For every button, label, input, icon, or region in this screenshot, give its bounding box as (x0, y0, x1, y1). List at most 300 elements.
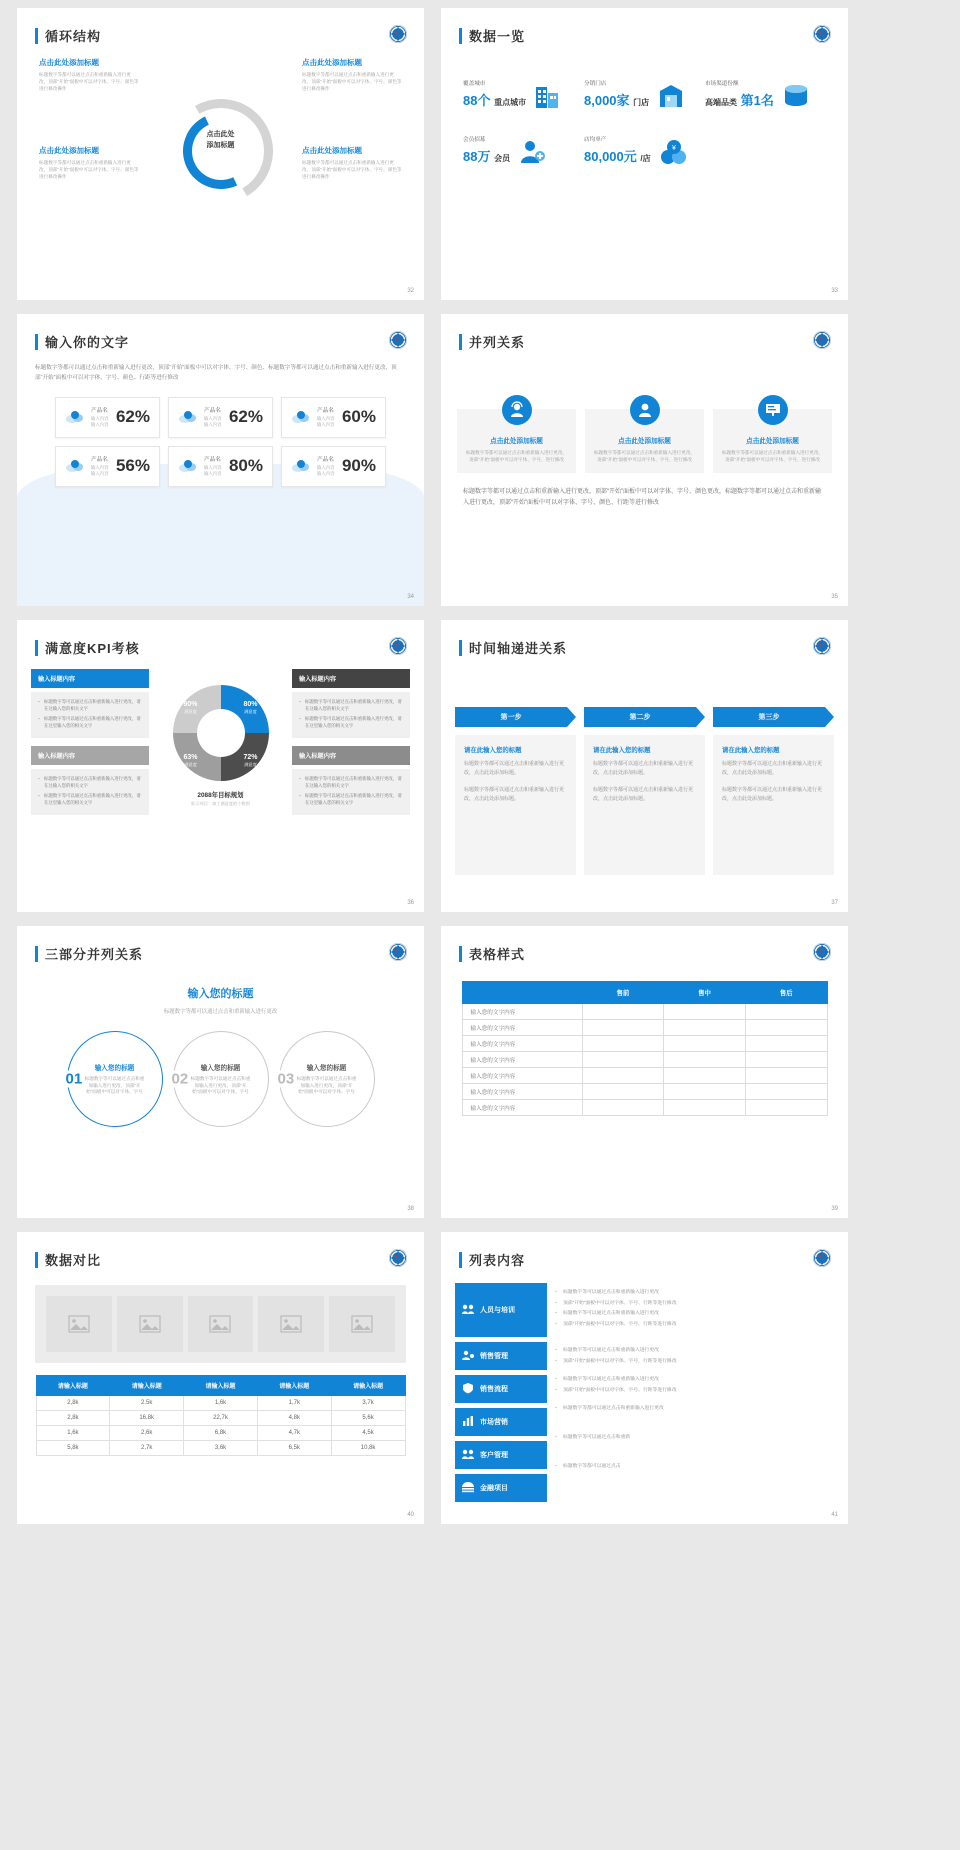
cycle-center-line1: 点击此处 (206, 131, 235, 138)
table-header-cell: 售后 (745, 982, 827, 1004)
comparison-table (36, 1375, 406, 1456)
slide-cycle-structure (17, 8, 424, 300)
donut-value: 72% (243, 753, 258, 761)
step-body (455, 735, 576, 875)
page-number: 34 (407, 594, 414, 600)
table-cell (745, 1100, 827, 1116)
finance-icon (461, 1481, 475, 1495)
title-accent-bar (459, 1252, 462, 1268)
table-cell-label: 输入您的文字内容 (462, 1084, 582, 1100)
table-cell (664, 1020, 746, 1036)
page-title: 输入你的文字 (45, 335, 130, 350)
table-cell: 22,7k (184, 1411, 258, 1426)
user-icon (630, 395, 660, 425)
table-cell (582, 1036, 664, 1052)
kpi-box-body (292, 692, 410, 738)
table-header-row (462, 982, 827, 1004)
slide-header (17, 8, 424, 45)
product-name: 产品名 (91, 457, 108, 464)
list-line: ▪ 标题数字等都可以通过点击和重新输入进行更改 (555, 1405, 834, 1413)
list-text-column (555, 1283, 834, 1507)
percent-value: 62% (115, 407, 150, 427)
kpi-box-line: ▪ 标题数字等可以通过点击和重新输入进行更改，请在这里输入您的相关文字 (299, 715, 403, 729)
slide-header (17, 926, 424, 963)
percent-card-text (91, 406, 110, 428)
slide-parallel-relation (441, 314, 848, 606)
step-title: 请在此输入您的标题 (464, 747, 522, 754)
table-cell-label: 输入您的文字内容 (462, 1052, 582, 1068)
step-paragraph: 标题数字等都可以通过点击和重新输入进行更改，点击此处添加标题。 (722, 761, 823, 776)
circle-body: 标题数字等可以通过点击和重加输入进行更改，顶部“开始”面板中可以对字体、字号 (84, 1075, 145, 1095)
list-line: ▪ 顶部“开始”面板中可以对字体、字号、行距等进行修改 (555, 1387, 834, 1395)
slide-header (441, 620, 848, 657)
page-number: 38 (407, 1206, 414, 1212)
list-item-label: 客户管理 (480, 1452, 508, 1459)
product-sub: 输入内容 输入内容 (91, 416, 109, 428)
table-cell-label: 输入您的文字内容 (462, 1020, 582, 1036)
donut-title: 2088年目标规划 (197, 792, 244, 799)
table-cell: 1,7k (257, 1396, 331, 1411)
table-cell: 2,8k (36, 1396, 110, 1411)
slide-header (17, 620, 424, 657)
cloud-icon (291, 458, 311, 474)
table-cell-label: 输入您的文字内容 (462, 1004, 582, 1020)
table-cell: 2.5k (110, 1396, 184, 1411)
kpi-box-list (38, 698, 142, 729)
table-cell: 5,6k (331, 1411, 405, 1426)
slide-table-style (441, 926, 848, 1218)
donut-caption: 满意度 (244, 761, 257, 767)
product-name: 产品名 (204, 408, 221, 415)
list-line: ▪ 顶部“开始”面板中可以对字体、字号、行距等进行修改 (555, 1300, 834, 1308)
brand-logo-icon (389, 943, 407, 961)
parallel-card (457, 409, 576, 473)
percent-value: 90% (341, 456, 376, 476)
kpi-item (463, 79, 584, 109)
cycle-center-label (189, 129, 253, 151)
slide-header (441, 1232, 848, 1269)
table-row (36, 1396, 405, 1411)
cloud-icon (65, 458, 85, 474)
kpi-text (705, 79, 774, 109)
kpi-box-line: ▪ 标题数字等可以通过点击和重新输入进行更改，请在这输入您的相关文字 (38, 775, 142, 789)
kpi-value (463, 90, 526, 109)
slide-header (17, 1232, 424, 1269)
percent-card-text (204, 406, 223, 428)
kpi-caption: 市场渠道份额 (705, 81, 739, 87)
sub-title: 标题数字等都可以通过点击和重新输入进行更改 (163, 1009, 278, 1015)
donut-caption: 满意度 (184, 761, 197, 767)
donut-value: 80% (243, 701, 258, 708)
table-cell (745, 1068, 827, 1084)
percent-value: 56% (115, 456, 150, 476)
table-cell (582, 1052, 664, 1068)
percent-card-text (91, 455, 110, 477)
table-cell: 2,6k (110, 1426, 184, 1441)
page-number: 36 (407, 900, 414, 906)
title-accent-bar (459, 640, 462, 656)
donut-value: 63% (183, 753, 198, 761)
circle-title: 输入您的标题 (94, 1064, 135, 1072)
table-header-row (36, 1376, 405, 1396)
table-row (462, 1004, 827, 1020)
kpi-unit: 第1名 (740, 93, 774, 108)
table-header-cell: 售中 (664, 982, 746, 1004)
parallel-note: 标题数字等都可以通过点击和重新输入进行更改，顶部“开始”面板中可以对字体、字号、颜色更改，标题数字等都可以通过点击和重新输入进行更改，顶部“开始”面板中可以对字体、字号、颜色、行距等进行修改 (463, 488, 821, 506)
page-number: 41 (831, 1512, 838, 1518)
kpi-unit: 重点城市 (494, 98, 527, 107)
table-cell (664, 1068, 746, 1084)
step-paragraph: 标题数字等都可以通过点击和重新输入进行更改，点击此处添加标题。 (722, 787, 823, 802)
cycle-item-title: 点击此处添加标题 (39, 58, 99, 67)
circle-title: 输入您的标题 (200, 1064, 241, 1072)
table-cell: 6,5k (257, 1441, 331, 1456)
brand-logo-icon (389, 637, 407, 655)
donut-chart (171, 683, 271, 783)
kpi-unit: /店 (640, 154, 651, 163)
chart-icon (461, 1415, 475, 1429)
kpi-grid (441, 45, 848, 165)
kpi-box-list (38, 775, 142, 806)
percent-card-text (317, 406, 336, 428)
brand-logo-icon (389, 25, 407, 43)
image-placeholder (188, 1296, 254, 1352)
main-title: 输入您的标题 (187, 988, 254, 1000)
cycle-item-title: 点击此处添加标题 (302, 58, 362, 67)
brand-logo-icon (389, 1249, 407, 1267)
product-sub: 输入内容 输入内容 (204, 416, 222, 428)
list-row-text (555, 1403, 834, 1432)
headset-icon (502, 395, 532, 425)
table-row (462, 1052, 827, 1068)
table-cell-label: 输入您的文字内容 (462, 1100, 582, 1116)
page-title: 列表内容 (469, 1253, 526, 1268)
list-item-people-training[interactable] (455, 1283, 547, 1337)
intro-paragraph: 标题数字等都可以通过点击和重新输入进行更改，顶部“开始”面板中可以对字体、字号、颜色、标题数字等都可以通过点击和重新输入进行更改，顶部“开始”面板中可以对字体、字号、颜色、行距等进行修改 (35, 365, 397, 382)
parallel-card-grid (441, 393, 848, 473)
kpi-item (584, 135, 705, 165)
percent-card-text (317, 455, 336, 477)
timeline-step (455, 707, 576, 875)
donut-caption: 满意度 (184, 709, 197, 715)
table-cell: 3,7k (331, 1396, 405, 1411)
table-row (462, 1020, 827, 1036)
sales-icon (461, 1349, 475, 1363)
slide-three-part-parallel (17, 926, 424, 1218)
page-number: 37 (831, 900, 838, 906)
cycle-diagram (17, 45, 424, 275)
table-cell (745, 1036, 827, 1052)
table-cell (664, 1100, 746, 1116)
image-placeholder (46, 1296, 112, 1352)
brand-logo-icon (813, 943, 831, 961)
table-row (462, 1100, 827, 1116)
image-placeholder (329, 1296, 395, 1352)
percent-card (55, 446, 160, 487)
kpi-number: 80,000元 (584, 149, 637, 164)
list-line: ▪ 标题数字等可以通过点击和重新输入进行更改 (555, 1310, 834, 1318)
image-strip (35, 1285, 406, 1363)
circle-number: 03 (277, 1070, 295, 1088)
slide-header (17, 314, 424, 351)
kpi-box-header: 输入标题内容 (292, 669, 410, 688)
product-sub: 输入内容 输入内容 (204, 465, 222, 477)
table-cell: 1,6k (184, 1396, 258, 1411)
list-item-label: 人员与培训 (480, 1307, 515, 1314)
parallel-card-body: 标题数字等都可以通过点击和重新输入进行更改，顶部“开始”面板中可以对字体、字号、进行修改 (465, 450, 568, 462)
list-item-sales-process[interactable] (455, 1375, 547, 1403)
cycle-item-title: 点击此处添加标题 (302, 146, 362, 155)
page-title: 循环结构 (45, 29, 102, 44)
kpi-text (584, 79, 649, 109)
page-number: 40 (407, 1512, 414, 1518)
list-layout (441, 1269, 848, 1507)
slide-satisfaction-kpi (17, 620, 424, 912)
list-item-sales-management[interactable] (455, 1342, 547, 1370)
parallel-card (713, 409, 832, 473)
title-accent-bar (35, 28, 38, 44)
kpi-unit: 门店 (633, 98, 650, 107)
kpi-caption: 分销门店 (584, 81, 607, 87)
table-cell (664, 1052, 746, 1068)
building-icon (533, 81, 563, 109)
table-cell: 5,8k (36, 1441, 110, 1456)
donut-label-2 (243, 701, 257, 714)
center-heading (17, 985, 424, 1015)
table-cell (582, 1004, 664, 1020)
kpi-value (463, 146, 510, 165)
svg-text:¥: ¥ (671, 145, 676, 152)
step-body (713, 735, 834, 875)
step-title: 请在此输入您的标题 (593, 747, 651, 754)
kpi-box-body (31, 692, 149, 738)
donut-subtitle: 标示项目：加工满意度的个数图 (191, 801, 250, 806)
title-accent-bar (35, 640, 38, 656)
list-row-text (555, 1345, 834, 1374)
list-item-customer-management[interactable] (455, 1441, 547, 1469)
table-header-blank (462, 982, 582, 1004)
kpi-value (584, 146, 651, 165)
store-icon (656, 81, 686, 109)
title-accent-bar (35, 946, 38, 962)
table-cell (582, 1084, 664, 1100)
table-row (36, 1426, 405, 1441)
cycle-item-body: 标题数字等都可以通过点击和重新输入进行更改，顶部“开始”面板中可以对字体、字号、颜色等进行修改操作 (302, 160, 402, 179)
step-paragraph: 标题数字等都可以通过点击和重新输入进行更改，点击此处添加标题。 (593, 787, 694, 802)
page-title: 表格样式 (469, 947, 526, 962)
product-sub: 输入内容 输入内容 (317, 465, 335, 477)
step-paragraph: 标题数字等都可以通过点击和重新输入进行更改，点击此处添加标题。 (464, 787, 565, 802)
step-title: 请在此输入您的标题 (722, 747, 780, 754)
table-cell: 4,5k (331, 1426, 405, 1441)
parallel-card (585, 409, 704, 473)
list-row-text (555, 1461, 834, 1490)
brand-logo-icon (813, 1249, 831, 1267)
table-cell (582, 1020, 664, 1036)
page-title: 三部分并列关系 (45, 947, 144, 962)
kpi-value (584, 90, 649, 109)
page-number: 35 (831, 594, 838, 600)
table-cell (582, 1068, 664, 1084)
customer-icon (461, 1448, 475, 1462)
list-item-label: 金融项目 (480, 1485, 508, 1492)
circle-number: 01 (65, 1070, 83, 1088)
image-placeholder (117, 1296, 183, 1352)
table-cell (582, 1100, 664, 1116)
circle-item-3 (279, 1031, 375, 1127)
title-accent-bar (35, 334, 38, 350)
donut-label-4 (243, 754, 257, 767)
table-cell-label: 输入您的文字内容 (462, 1068, 582, 1084)
table-cell-label: 输入您的文字内容 (462, 1036, 582, 1052)
kpi-number: 88个 (463, 93, 491, 108)
table-header-cell: 请输入标题 (184, 1376, 258, 1396)
title-accent-bar (35, 1252, 38, 1268)
percent-card (281, 446, 386, 487)
percent-card (168, 397, 273, 438)
kpi-unit: 会员 (494, 154, 511, 163)
user-add-icon (517, 137, 547, 165)
percent-card (168, 446, 273, 487)
donut-caption: 满意度 (244, 709, 257, 715)
donut-hole (197, 709, 245, 757)
table-head (462, 982, 827, 1004)
donut-value: 90% (183, 701, 198, 708)
table-header-cell: 售前 (582, 982, 664, 1004)
kpi-box-line: ▪ 标题数字等可以通过点击和重新输入进行更改，请在这输入您的相关文字 (38, 698, 142, 712)
kpi-item (584, 79, 705, 109)
slide-data-overview (441, 8, 848, 300)
percent-card (55, 397, 160, 438)
cycle-item-1 (39, 57, 139, 93)
kpi-donut-column (157, 669, 284, 823)
table-cell: 6,8k (184, 1426, 258, 1441)
list-item-label: 销售管理 (480, 1353, 508, 1360)
product-sub: 输入内容 输入内容 (317, 416, 335, 428)
list-item-finance-project[interactable] (455, 1474, 547, 1502)
title-accent-bar (459, 28, 462, 44)
kpi-caption: 覆盖城市 (463, 81, 486, 87)
kpi-box-line: ▪ 标题数字等可以通过点击和重新输入进行更改，请在这里输入您的相关文字 (299, 792, 403, 806)
kpi-box-header: 输入标题内容 (292, 746, 410, 765)
kpi-number: 8,000家 (584, 93, 630, 108)
table-body (462, 1004, 827, 1116)
table-head (36, 1376, 405, 1396)
cycle-item-3 (39, 145, 139, 181)
kpi-box-line: ▪ 标题数字等可以通过点击和重新输入进行更改，请在这输入您的相关文字 (299, 775, 403, 789)
table-cell: 1,6k (36, 1426, 110, 1441)
table-cell (745, 1084, 827, 1100)
list-line: ▪ 标题数字等可以通过点击和重新输入进行更改 (555, 1289, 834, 1297)
table-row (36, 1441, 405, 1456)
circle-row (17, 1031, 424, 1127)
brand-logo-icon (813, 331, 831, 349)
percent-card (281, 397, 386, 438)
kpi-item (463, 135, 584, 165)
page-title: 时间轴递进关系 (469, 641, 568, 656)
circle-body: 标题数字等可以通过点击和重加输入进行更改，顶部“开始”面板中可以对字体、字号 (190, 1075, 251, 1095)
circle-body: 标题数字等可以通过点击和重加输入进行更改，顶部“开始”面板中可以对字体、字号 (296, 1075, 357, 1095)
list-item-marketing[interactable] (455, 1408, 547, 1436)
kpi-box-line: ▪ 标题数字等可以通过点击和重新输入进行更改，请在这里输入您的相关文字 (38, 792, 142, 806)
kpi-item (705, 79, 826, 109)
table-row (462, 1068, 827, 1084)
list-item-label: 销售流程 (480, 1386, 508, 1393)
slide-data-comparison (17, 1232, 424, 1524)
donut-label-3 (184, 754, 198, 767)
kpi-number: 高端品类 (705, 98, 737, 107)
kpi-caption: 店均单产 (584, 137, 607, 143)
image-placeholder (258, 1296, 324, 1352)
data-table (462, 981, 828, 1116)
slide-header (441, 8, 848, 45)
table-cell (664, 1084, 746, 1100)
presentation-icon (758, 395, 788, 425)
kpi-box-body (31, 769, 149, 815)
title-accent-bar (459, 334, 462, 350)
table-header-cell: 请输入标题 (36, 1376, 110, 1396)
list-line: ▪ 标题数字等可以通过点击和重新输入进行更改 (555, 1347, 834, 1355)
step-paragraph: 标题数字等都可以通过点击和重新输入进行更改，点击此处添加标题。 (464, 761, 565, 776)
parallel-card-title: 点击此处添加标题 (490, 438, 543, 445)
step-body (584, 735, 705, 875)
slide-list-content (441, 1232, 848, 1524)
cloud-icon (291, 409, 311, 425)
page-number: 32 (407, 288, 414, 294)
step-paragraph: 标题数字等都可以通过点击和重新输入进行更改，点击此处添加标题。 (593, 761, 694, 776)
list-row-text (555, 1432, 834, 1461)
donut-label-1 (184, 701, 198, 714)
product-name: 产品名 (317, 457, 334, 464)
table-cell: 10,8k (331, 1441, 405, 1456)
table-cell (745, 1020, 827, 1036)
page-title: 满意度KPI考核 (45, 641, 140, 656)
kpi-text (584, 135, 651, 165)
list-row-text (555, 1283, 834, 1345)
page-title: 并列关系 (469, 335, 526, 350)
title-accent-bar (459, 946, 462, 962)
table-cell (745, 1004, 827, 1020)
kpi-right-column (292, 669, 410, 823)
list-row-text (555, 1374, 834, 1403)
cycle-rings (161, 91, 281, 211)
timeline-step (584, 707, 705, 875)
brand-logo-icon (813, 637, 831, 655)
table-header-cell: 请输入标题 (257, 1376, 331, 1396)
cloud-icon (178, 458, 198, 474)
product-sub: 输入内容 输入内容 (91, 465, 109, 477)
cycle-item-body: 标题数字等都可以通过点击和重新输入进行更改，顶部“开始”面板中可以对字体、字号、颜色等进行修改操作 (39, 160, 139, 179)
brand-logo-icon (813, 25, 831, 43)
circle-item-2 (173, 1031, 269, 1127)
database-icon (781, 81, 811, 109)
kpi-value (705, 90, 774, 109)
step-chevron: 第二步 (584, 707, 696, 727)
shield-icon (461, 1382, 475, 1396)
cycle-center-line2: 添加标题 (206, 142, 235, 150)
kpi-box-list (299, 775, 403, 806)
table-cell: 16,8k (110, 1411, 184, 1426)
percent-value: 60% (341, 407, 376, 427)
table-cell (745, 1052, 827, 1068)
kpi-left-column (31, 669, 149, 823)
parallel-card-title: 点击此处添加标题 (618, 438, 671, 445)
kpi-caption: 会员招募 (463, 137, 486, 143)
product-name: 产品名 (91, 408, 108, 415)
table-cell: 4,8k (257, 1411, 331, 1426)
list-line: ▪ 标题数字等都可以通过点击 (555, 1463, 834, 1471)
cloud-icon (178, 409, 198, 425)
